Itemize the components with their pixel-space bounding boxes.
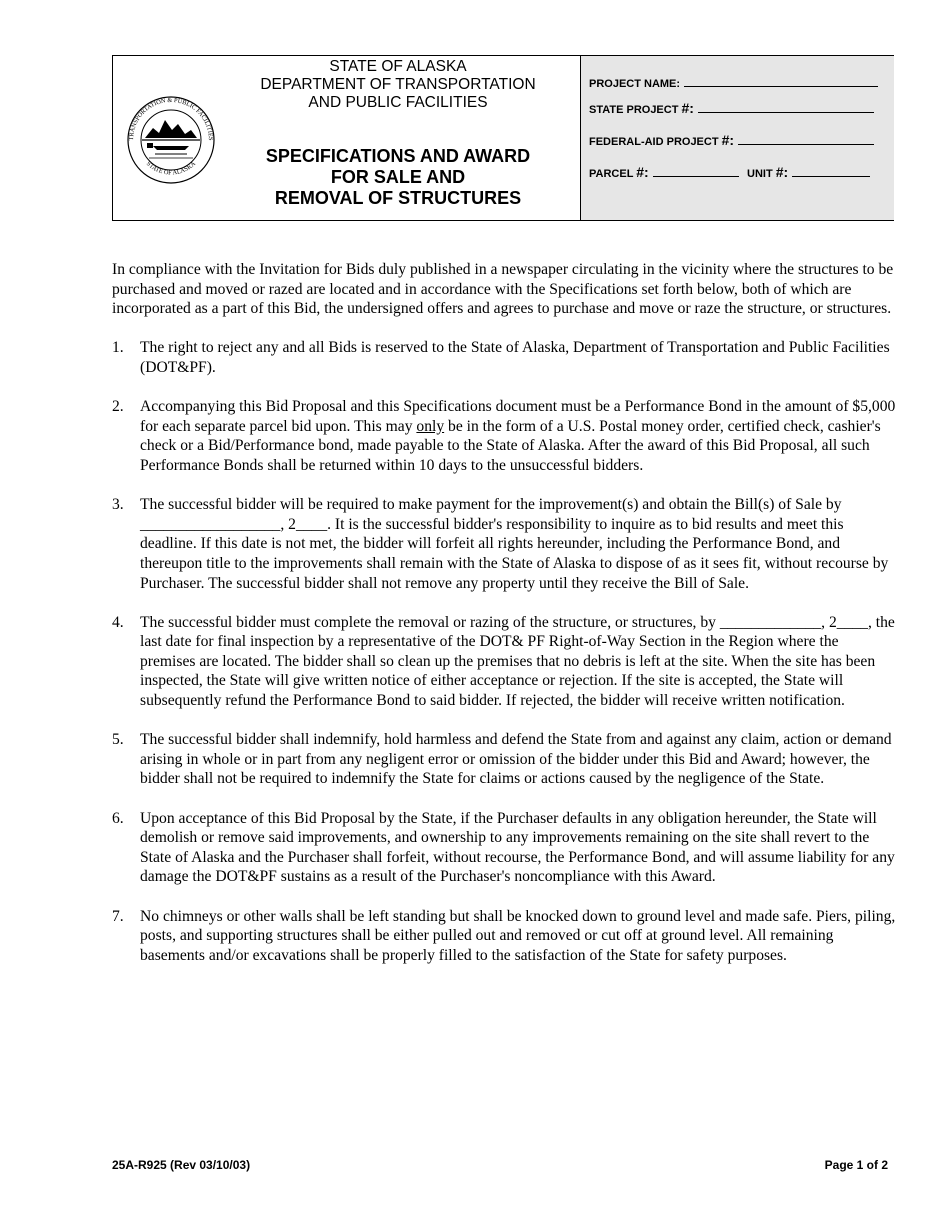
item-number: 7.: [112, 907, 124, 925]
list-item: [112, 730, 896, 789]
hash-mark: #:: [681, 100, 694, 116]
document-title-line: REMOVAL OF STRUCTURES: [274, 188, 522, 208]
state-project-line[interactable]: [698, 101, 874, 113]
item-text: The right to reject any and all Bids is reserved to the State of Alaska, Department of Transportation and Public Facilities (DOT&PF).: [140, 339, 890, 376]
item-number: 6.: [112, 809, 124, 827]
item-number: 1.: [112, 339, 124, 357]
state-project-field[interactable]: [589, 100, 874, 116]
unit-label: UNIT: [747, 168, 776, 180]
seal-text-bottom: STATE OF ALASKA: [144, 160, 198, 177]
intro-paragraph: In compliance with the Invitation for Bids duly published in a newspaper circulating in the vicinity where the structures to be purchased and moved or razed are located and in accordance with the Specifications set forth below, both of which are incorporated as a part of this Bid, the undersigned offers and agrees to purchase and move or raze the structure, or structures.: [112, 261, 894, 318]
list-item: [112, 613, 896, 711]
specifications-list: [112, 338, 896, 965]
svg-text:STATE OF ALASKA: [145, 160, 197, 177]
document-title: [233, 146, 563, 209]
federal-aid-project-label: FEDERAL-AID PROJECT: [589, 136, 722, 148]
form-id: 25A-R925 (Rev 03/10/03): [112, 1158, 251, 1172]
state-seal-logo: [119, 94, 223, 184]
list-item: [112, 907, 896, 966]
page-number: Page 1 of 2: [824, 1158, 888, 1172]
document-title-line: SPECIFICATIONS AND AWARD: [265, 146, 531, 166]
agency-title-block: [233, 58, 563, 209]
item-text-underlined: only: [416, 417, 445, 435]
item-text: The successful bidder shall indemnify, hold harmless and defend the State from and against any claim, action or demand arising in whole or in part from any negligent error or omission of the bidder under this Bid and Award; however, the bidder shall not be required to indemnify the State for claims or actions caused by the negligence of the State.: [140, 731, 892, 788]
item-number: 2.: [112, 398, 124, 416]
project-name-field[interactable]: [589, 75, 878, 90]
unit-line[interactable]: [792, 165, 870, 177]
list-item: [112, 809, 896, 887]
specifications-body: [112, 260, 896, 985]
project-name-line[interactable]: [684, 75, 878, 87]
item-text: be in the form of a U.S. Postal money order, certified check, cashier's check or a Bid/Performance bond, made payable to the State of Alaska. After the award of this Bid Proposal, all such Performance Bonds shall be returned within 10 days to the unsuccessful bidders.: [140, 417, 881, 474]
parcel-line[interactable]: [653, 165, 739, 177]
project-info-panel: [580, 56, 894, 220]
federal-aid-project-line[interactable]: [738, 133, 874, 145]
federal-aid-project-field[interactable]: [589, 132, 874, 148]
document-title-line: FOR SALE AND: [330, 167, 466, 187]
item-text: Accompanying this Bid Proposal and this Specifications document must be a Performance Bond in the amount of $5,000 for each separate parcel bid upon. This may: [140, 398, 896, 435]
project-name-label: PROJECT NAME:: [589, 78, 681, 90]
hash-mark: #:: [775, 164, 789, 180]
agency-name-line: AND PUBLIC FACILITIES: [308, 94, 488, 111]
item-text: No chimneys or other walls shall be left standing but shall be knocked down to ground level and made safe. Piers, piling, posts, and supporting structures shall be either pulled out and removed or cut off at ground level. All remaining basements and/or excavations shall be properly filled to the satisfaction of the State for safety purposes.: [140, 907, 896, 964]
item-number: 4.: [112, 613, 124, 631]
parcel-label: PARCEL: [589, 168, 637, 180]
form-header: [112, 55, 894, 221]
state-project-label: STATE PROJECT: [589, 104, 682, 116]
agency-name-line: DEPARTMENT OF TRANSPORTATION: [260, 76, 536, 93]
list-item: [112, 397, 896, 475]
hash-mark: #:: [636, 164, 649, 180]
unit-field[interactable]: [747, 164, 870, 180]
hash-mark: #:: [721, 132, 735, 148]
item-number: 3.: [112, 496, 124, 514]
parcel-field[interactable]: [589, 164, 739, 180]
list-item: [112, 495, 896, 593]
seal-text-top: TRANSPORTATION & PUBLIC FACILITIES: [127, 96, 215, 141]
list-item: [112, 338, 896, 377]
agency-name-line: STATE OF ALASKA: [329, 58, 467, 75]
item-text: The successful bidder must complete the removal or razing of the structure, or structures, by _____________, 2____, the last date for final inspection by a representative of the DOT& PF Right-of-Way Section in the Region where the premises are located. The bidder shall so clean up the premises that no debris is left at the site. When the site has been inspected, the State will give written notice of either acceptance or rejection. If the site is accepted, the State will subsequently refund the Performance Bond to said bidder. If rejected, the bidder will receive written notification.: [140, 613, 895, 710]
item-text: The successful bidder will be required to make payment for the improvement(s) and obtain the Bill(s) of Sale by __________________, 2____. It is the successful bidder's responsibility to inquire as to bid results and meet this deadline. If this date is not met, the bidder will forfeit all rights hereunder, including the Performance Bond, and thereupon title to the improvements shall remain with the State of Alaska to dispose of as it sees fit, without recourse by Purchaser. The successful bidder shall not remove any property until they receive the Bill of Sale.: [140, 496, 889, 592]
item-text: Upon acceptance of this Bid Proposal by the State, if the Purchaser defaults in any obligation hereunder, the State will demolish or remove said improvements, and ownership to any improvements remaining on the site shall revert to the State of Alaska and the Purchaser shall forfeit, without recourse, the Performance Bond, and will assume liability for any damage the DOT&PF sustains as a result of the Purchaser's noncompliance with this Award.: [140, 809, 895, 886]
item-number: 5.: [112, 731, 124, 749]
